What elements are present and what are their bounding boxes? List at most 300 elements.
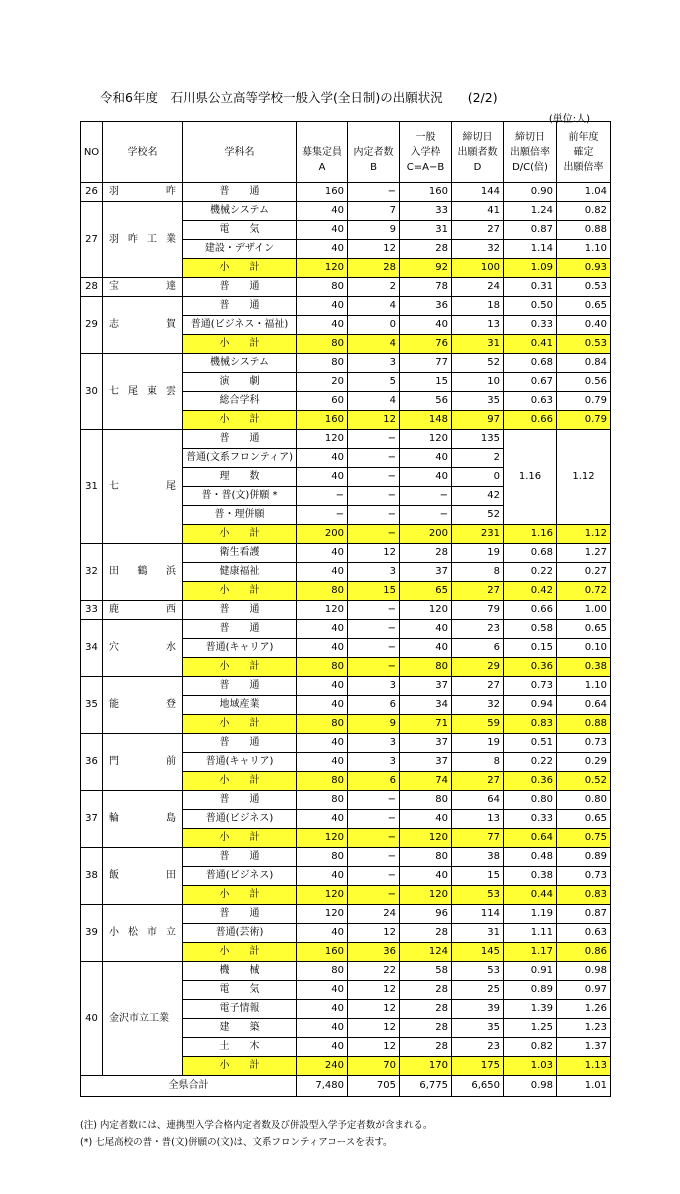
application-table bbox=[80, 121, 611, 1097]
nainai-cell: − bbox=[348, 183, 400, 202]
capacity-cell: 40 bbox=[297, 810, 348, 829]
nainai-cell: − bbox=[348, 848, 400, 867]
dept-name: 普・理併願 bbox=[183, 506, 297, 525]
dept-name: 普 通 bbox=[183, 677, 297, 696]
ratio-cell: 0.82 bbox=[504, 1038, 557, 1057]
prev-cell: 0.40 bbox=[557, 316, 611, 335]
total-row bbox=[81, 1076, 611, 1097]
school-name: 穴 水 bbox=[103, 620, 183, 677]
total-prev: 1.01 bbox=[557, 1076, 611, 1097]
dept-name: 普通(芸術) bbox=[183, 924, 297, 943]
dept-name: 建設・デザイン bbox=[183, 240, 297, 259]
capacity-cell: − bbox=[297, 487, 348, 506]
nainai-cell: 3 bbox=[348, 354, 400, 373]
ratio-cell: 0.36 bbox=[504, 772, 557, 791]
capacity-cell: 40 bbox=[297, 544, 348, 563]
total-capacity: 7,480 bbox=[297, 1076, 348, 1097]
applicants-cell: 0 bbox=[452, 468, 504, 487]
capacity-cell: 80 bbox=[297, 335, 348, 354]
prev-cell: 0.86 bbox=[557, 943, 611, 962]
general-cell: 40 bbox=[400, 810, 452, 829]
nainai-cell: 3 bbox=[348, 677, 400, 696]
dept-name: 普 通 bbox=[183, 183, 297, 202]
nainai-cell: 24 bbox=[348, 905, 400, 924]
school-no: 28 bbox=[81, 278, 103, 297]
nainai-cell: − bbox=[348, 468, 400, 487]
prev-cell: 1.27 bbox=[557, 544, 611, 563]
capacity-cell: 80 bbox=[297, 658, 348, 677]
prev-cell: 0.88 bbox=[557, 715, 611, 734]
school-no: 38 bbox=[81, 848, 103, 905]
subtotal-label: 小 計 bbox=[183, 335, 297, 354]
applicants-cell: 42 bbox=[452, 487, 504, 506]
capacity-cell: 120 bbox=[297, 430, 348, 449]
general-cell: 37 bbox=[400, 734, 452, 753]
prev-cell: 0.63 bbox=[557, 924, 611, 943]
dept-name: 地域産業 bbox=[183, 696, 297, 715]
general-cell: − bbox=[400, 506, 452, 525]
dept-name: 普 通 bbox=[183, 848, 297, 867]
nainai-cell: 2 bbox=[348, 278, 400, 297]
dept-name: 普通(キャリア) bbox=[183, 753, 297, 772]
prev-cell: 0.87 bbox=[557, 905, 611, 924]
general-cell: 170 bbox=[400, 1057, 452, 1076]
nainai-cell: 9 bbox=[348, 221, 400, 240]
capacity-cell: 80 bbox=[297, 278, 348, 297]
capacity-cell: 40 bbox=[297, 696, 348, 715]
header-general: 一般 入学枠 C=A−B bbox=[400, 122, 452, 183]
applicants-cell: 52 bbox=[452, 506, 504, 525]
general-cell: 58 bbox=[400, 962, 452, 981]
prev-cell: 0.80 bbox=[557, 791, 611, 810]
capacity-cell: 40 bbox=[297, 1000, 348, 1019]
general-cell: 76 bbox=[400, 335, 452, 354]
prev-cell: 1.00 bbox=[557, 601, 611, 620]
prev-cell: 0.53 bbox=[557, 335, 611, 354]
prev-cell: 1.26 bbox=[557, 1000, 611, 1019]
prev-merged-cell: 1.12 bbox=[557, 430, 611, 525]
total-applicants: 6,650 bbox=[452, 1076, 504, 1097]
general-cell: 80 bbox=[400, 658, 452, 677]
capacity-cell: 200 bbox=[297, 525, 348, 544]
capacity-cell: 40 bbox=[297, 221, 348, 240]
nainai-cell: 12 bbox=[348, 411, 400, 430]
applicants-cell: 53 bbox=[452, 962, 504, 981]
applicants-cell: 24 bbox=[452, 278, 504, 297]
ratio-cell: 0.80 bbox=[504, 791, 557, 810]
dept-name: 機 械 bbox=[183, 962, 297, 981]
subtotal-label: 小 計 bbox=[183, 658, 297, 677]
header-nainai: 内定者数 B bbox=[348, 122, 400, 183]
ratio-cell: 1.39 bbox=[504, 1000, 557, 1019]
applicants-cell: 8 bbox=[452, 563, 504, 582]
capacity-cell: 120 bbox=[297, 905, 348, 924]
capacity-cell: 80 bbox=[297, 715, 348, 734]
ratio-cell: 0.36 bbox=[504, 658, 557, 677]
header-row bbox=[81, 122, 611, 183]
table-row bbox=[81, 202, 611, 221]
prev-cell: 1.04 bbox=[557, 183, 611, 202]
general-cell: 28 bbox=[400, 924, 452, 943]
table-row bbox=[81, 183, 611, 202]
prev-cell: 1.13 bbox=[557, 1057, 611, 1076]
general-cell: 78 bbox=[400, 278, 452, 297]
prev-cell: 0.29 bbox=[557, 753, 611, 772]
prev-cell: 0.93 bbox=[557, 259, 611, 278]
capacity-cell: 40 bbox=[297, 620, 348, 639]
school-no: 27 bbox=[81, 202, 103, 278]
capacity-cell: 40 bbox=[297, 240, 348, 259]
dept-name: 電 気 bbox=[183, 981, 297, 1000]
applicants-cell: 114 bbox=[452, 905, 504, 924]
header-no: NO bbox=[81, 122, 103, 183]
applicants-cell: 29 bbox=[452, 658, 504, 677]
prev-cell: 0.83 bbox=[557, 886, 611, 905]
capacity-cell: 40 bbox=[297, 563, 348, 582]
nainai-cell: − bbox=[348, 487, 400, 506]
applicants-cell: 13 bbox=[452, 810, 504, 829]
nainai-cell: − bbox=[348, 449, 400, 468]
applicants-cell: 35 bbox=[452, 392, 504, 411]
general-cell: 37 bbox=[400, 753, 452, 772]
capacity-cell: 40 bbox=[297, 981, 348, 1000]
dept-name: 普通(ビジネス・福祉) bbox=[183, 316, 297, 335]
nainai-cell: − bbox=[348, 601, 400, 620]
ratio-cell: 0.22 bbox=[504, 563, 557, 582]
nainai-cell: 70 bbox=[348, 1057, 400, 1076]
capacity-cell: 80 bbox=[297, 848, 348, 867]
dept-name: 電子情報 bbox=[183, 1000, 297, 1019]
table-row bbox=[81, 620, 611, 639]
ratio-cell: 0.89 bbox=[504, 981, 557, 1000]
capacity-cell: 40 bbox=[297, 734, 348, 753]
ratio-cell: 0.64 bbox=[504, 829, 557, 848]
dept-name: 理 数 bbox=[183, 468, 297, 487]
subtotal-label: 小 計 bbox=[183, 943, 297, 962]
dept-name: 普 通 bbox=[183, 791, 297, 810]
prev-cell: 0.10 bbox=[557, 639, 611, 658]
unit-label: (単位:人) bbox=[548, 114, 590, 125]
header-school: 学校名 bbox=[103, 122, 183, 183]
school-name: 宝 達 bbox=[103, 278, 183, 297]
school-name: 門 前 bbox=[103, 734, 183, 791]
capacity-cell: 40 bbox=[297, 468, 348, 487]
prev-cell: 0.52 bbox=[557, 772, 611, 791]
applicants-cell: 77 bbox=[452, 829, 504, 848]
nainai-cell: 12 bbox=[348, 544, 400, 563]
ratio-cell: 0.66 bbox=[504, 601, 557, 620]
school-no: 36 bbox=[81, 734, 103, 791]
table-body bbox=[81, 183, 611, 1097]
general-cell: 36 bbox=[400, 297, 452, 316]
school-name: 羽 咋 bbox=[103, 183, 183, 202]
general-cell: 120 bbox=[400, 886, 452, 905]
ratio-cell: 0.90 bbox=[504, 183, 557, 202]
nainai-cell: 12 bbox=[348, 1019, 400, 1038]
subtotal-label: 小 計 bbox=[183, 829, 297, 848]
capacity-cell: 40 bbox=[297, 202, 348, 221]
prev-cell: 0.75 bbox=[557, 829, 611, 848]
dept-name: 普 通 bbox=[183, 278, 297, 297]
nainai-cell: − bbox=[348, 620, 400, 639]
prev-cell: 0.73 bbox=[557, 734, 611, 753]
table-row bbox=[81, 734, 611, 753]
general-cell: 80 bbox=[400, 848, 452, 867]
ratio-cell: 0.31 bbox=[504, 278, 557, 297]
ratio-cell: 0.91 bbox=[504, 962, 557, 981]
school-no: 32 bbox=[81, 544, 103, 601]
total-ratio: 0.98 bbox=[504, 1076, 557, 1097]
table-row bbox=[81, 430, 611, 449]
nainai-cell: − bbox=[348, 867, 400, 886]
applicants-cell: 27 bbox=[452, 677, 504, 696]
capacity-cell: 80 bbox=[297, 962, 348, 981]
table-row bbox=[81, 297, 611, 316]
prev-cell: 0.65 bbox=[557, 810, 611, 829]
prev-cell: 0.27 bbox=[557, 563, 611, 582]
capacity-cell: 120 bbox=[297, 886, 348, 905]
general-cell: 37 bbox=[400, 563, 452, 582]
nainai-cell: − bbox=[348, 886, 400, 905]
general-cell: 40 bbox=[400, 316, 452, 335]
ratio-cell: 0.63 bbox=[504, 392, 557, 411]
general-cell: 148 bbox=[400, 411, 452, 430]
applicants-cell: 19 bbox=[452, 734, 504, 753]
prev-cell: 0.65 bbox=[557, 620, 611, 639]
dept-name: 健康福祉 bbox=[183, 563, 297, 582]
header-dept: 学科名 bbox=[183, 122, 297, 183]
dept-name: 総合学科 bbox=[183, 392, 297, 411]
dept-name: 普 通 bbox=[183, 601, 297, 620]
school-name: 鹿 西 bbox=[103, 601, 183, 620]
ratio-cell: 1.03 bbox=[504, 1057, 557, 1076]
applicants-cell: 35 bbox=[452, 1019, 504, 1038]
applicants-cell: 145 bbox=[452, 943, 504, 962]
school-no: 30 bbox=[81, 354, 103, 430]
prev-cell: 0.65 bbox=[557, 297, 611, 316]
dept-name: 演 劇 bbox=[183, 373, 297, 392]
school-name: 七 尾 bbox=[103, 430, 183, 544]
capacity-cell: 40 bbox=[297, 677, 348, 696]
nainai-cell: 6 bbox=[348, 772, 400, 791]
ratio-cell: 0.68 bbox=[504, 354, 557, 373]
nainai-cell: 6 bbox=[348, 696, 400, 715]
nainai-cell: 4 bbox=[348, 392, 400, 411]
nainai-cell: 12 bbox=[348, 924, 400, 943]
nainai-cell: 28 bbox=[348, 259, 400, 278]
general-cell: 31 bbox=[400, 221, 452, 240]
ratio-cell: 0.73 bbox=[504, 677, 557, 696]
prev-cell: 0.53 bbox=[557, 278, 611, 297]
ratio-cell: 1.25 bbox=[504, 1019, 557, 1038]
ratio-cell: 1.16 bbox=[504, 525, 557, 544]
applicants-cell: 19 bbox=[452, 544, 504, 563]
capacity-cell: 40 bbox=[297, 639, 348, 658]
total-nainai: 705 bbox=[348, 1076, 400, 1097]
nainai-cell: 9 bbox=[348, 715, 400, 734]
school-no: 39 bbox=[81, 905, 103, 962]
prev-cell: 0.64 bbox=[557, 696, 611, 715]
capacity-cell: 160 bbox=[297, 411, 348, 430]
ratio-cell: 0.87 bbox=[504, 221, 557, 240]
nainai-cell: 12 bbox=[348, 1038, 400, 1057]
applicants-cell: 23 bbox=[452, 620, 504, 639]
nainai-cell: − bbox=[348, 525, 400, 544]
nainai-cell: 12 bbox=[348, 1000, 400, 1019]
capacity-cell: 20 bbox=[297, 373, 348, 392]
table-row bbox=[81, 677, 611, 696]
applicants-cell: 10 bbox=[452, 373, 504, 392]
nainai-cell: − bbox=[348, 791, 400, 810]
capacity-cell: 80 bbox=[297, 772, 348, 791]
ratio-cell: 0.58 bbox=[504, 620, 557, 639]
general-cell: 40 bbox=[400, 620, 452, 639]
capacity-cell: 40 bbox=[297, 316, 348, 335]
page-title: 令和6年度 石川県公立高等学校一般入学(全日制)の出願状況 (2/2) bbox=[100, 90, 498, 105]
applicants-cell: 97 bbox=[452, 411, 504, 430]
nainai-cell: 5 bbox=[348, 373, 400, 392]
prev-cell: 0.97 bbox=[557, 981, 611, 1000]
table-row bbox=[81, 791, 611, 810]
ratio-cell: 0.83 bbox=[504, 715, 557, 734]
header-capacity: 募集定員 A bbox=[297, 122, 348, 183]
capacity-cell: 160 bbox=[297, 183, 348, 202]
dept-name: 普 通 bbox=[183, 620, 297, 639]
school-no: 34 bbox=[81, 620, 103, 677]
subtotal-label: 小 計 bbox=[183, 886, 297, 905]
prev-cell: 1.10 bbox=[557, 677, 611, 696]
ratio-cell: 0.48 bbox=[504, 848, 557, 867]
school-no: 35 bbox=[81, 677, 103, 734]
ratio-cell: 0.22 bbox=[504, 753, 557, 772]
general-cell: 120 bbox=[400, 829, 452, 848]
note-2: (*) 七尾高校の普・普(文)併願の(文)は、文系フロンティアコースを表す。 bbox=[80, 1137, 393, 1148]
nainai-cell: 4 bbox=[348, 297, 400, 316]
dept-name: 衛生看護 bbox=[183, 544, 297, 563]
subtotal-label: 小 計 bbox=[183, 411, 297, 430]
table-row bbox=[81, 962, 611, 981]
total-general: 6,775 bbox=[400, 1076, 452, 1097]
school-name: 能 登 bbox=[103, 677, 183, 734]
prev-cell: 1.10 bbox=[557, 240, 611, 259]
prev-cell: 0.89 bbox=[557, 848, 611, 867]
applicants-cell: 175 bbox=[452, 1057, 504, 1076]
dept-name: 普通(ビジネス) bbox=[183, 867, 297, 886]
ratio-cell: 0.66 bbox=[504, 411, 557, 430]
ratio-cell: 0.33 bbox=[504, 810, 557, 829]
general-cell: 160 bbox=[400, 183, 452, 202]
ratio-cell: 0.15 bbox=[504, 639, 557, 658]
ratio-cell: 0.50 bbox=[504, 297, 557, 316]
capacity-cell: 80 bbox=[297, 582, 348, 601]
nainai-cell: 22 bbox=[348, 962, 400, 981]
subtotal-label: 小 計 bbox=[183, 772, 297, 791]
applicants-cell: 2 bbox=[452, 449, 504, 468]
dept-name: 電 気 bbox=[183, 221, 297, 240]
table-row bbox=[81, 905, 611, 924]
applicants-cell: 231 bbox=[452, 525, 504, 544]
ratio-cell: 1.14 bbox=[504, 240, 557, 259]
table-row bbox=[81, 354, 611, 373]
dept-name: 普 通 bbox=[183, 297, 297, 316]
capacity-cell: 60 bbox=[297, 392, 348, 411]
ratio-cell: 1.24 bbox=[504, 202, 557, 221]
ratio-cell: 0.67 bbox=[504, 373, 557, 392]
applicants-cell: 31 bbox=[452, 924, 504, 943]
capacity-cell: 240 bbox=[297, 1057, 348, 1076]
ratio-cell: 0.38 bbox=[504, 867, 557, 886]
ratio-cell: 0.41 bbox=[504, 335, 557, 354]
nainai-cell: 7 bbox=[348, 202, 400, 221]
capacity-cell: 80 bbox=[297, 354, 348, 373]
applicants-cell: 135 bbox=[452, 430, 504, 449]
subtotal-label: 小 計 bbox=[183, 259, 297, 278]
applicants-cell: 13 bbox=[452, 316, 504, 335]
applicants-cell: 27 bbox=[452, 582, 504, 601]
applicants-cell: 32 bbox=[452, 696, 504, 715]
nainai-cell: − bbox=[348, 506, 400, 525]
prev-cell: 1.37 bbox=[557, 1038, 611, 1057]
prev-cell: 0.73 bbox=[557, 867, 611, 886]
school-no: 31 bbox=[81, 430, 103, 544]
dept-name: 土 木 bbox=[183, 1038, 297, 1057]
general-cell: 120 bbox=[400, 430, 452, 449]
capacity-cell: 120 bbox=[297, 259, 348, 278]
subtotal-label: 小 計 bbox=[183, 715, 297, 734]
ratio-cell: 1.09 bbox=[504, 259, 557, 278]
ratio-cell: 0.42 bbox=[504, 582, 557, 601]
general-cell: 28 bbox=[400, 240, 452, 259]
nainai-cell: 4 bbox=[348, 335, 400, 354]
capacity-cell: 40 bbox=[297, 924, 348, 943]
dept-name: 普・普(文)併願 * bbox=[183, 487, 297, 506]
school-name: 志 賀 bbox=[103, 297, 183, 354]
general-cell: 33 bbox=[400, 202, 452, 221]
header-prev: 前年度 確定 出願倍率 bbox=[557, 122, 611, 183]
capacity-cell: 40 bbox=[297, 1019, 348, 1038]
applicants-cell: 23 bbox=[452, 1038, 504, 1057]
general-cell: 28 bbox=[400, 1038, 452, 1057]
ratio-cell: 0.44 bbox=[504, 886, 557, 905]
school-name: 輪 島 bbox=[103, 791, 183, 848]
general-cell: 28 bbox=[400, 544, 452, 563]
capacity-cell: 40 bbox=[297, 449, 348, 468]
school-name: 小松市立 bbox=[103, 905, 183, 962]
ratio-merged-cell: 1.16 bbox=[504, 430, 557, 525]
applicants-cell: 6 bbox=[452, 639, 504, 658]
general-cell: − bbox=[400, 487, 452, 506]
capacity-cell: 120 bbox=[297, 829, 348, 848]
prev-cell: 0.98 bbox=[557, 962, 611, 981]
total-label: 全県合計 bbox=[81, 1076, 297, 1097]
general-cell: 77 bbox=[400, 354, 452, 373]
dept-name: 普通(ビジネス) bbox=[183, 810, 297, 829]
ratio-cell: 0.51 bbox=[504, 734, 557, 753]
applicants-cell: 31 bbox=[452, 335, 504, 354]
applicants-cell: 41 bbox=[452, 202, 504, 221]
dept-name: 普通(文系フロンティア) bbox=[183, 449, 297, 468]
dept-name: 建 築 bbox=[183, 1019, 297, 1038]
ratio-cell: 0.94 bbox=[504, 696, 557, 715]
dept-name: 普 通 bbox=[183, 430, 297, 449]
school-no: 29 bbox=[81, 297, 103, 354]
ratio-cell: 1.19 bbox=[504, 905, 557, 924]
nainai-cell: − bbox=[348, 810, 400, 829]
nainai-cell: − bbox=[348, 658, 400, 677]
capacity-cell: 40 bbox=[297, 1038, 348, 1057]
nainai-cell: 12 bbox=[348, 240, 400, 259]
nainai-cell: − bbox=[348, 639, 400, 658]
